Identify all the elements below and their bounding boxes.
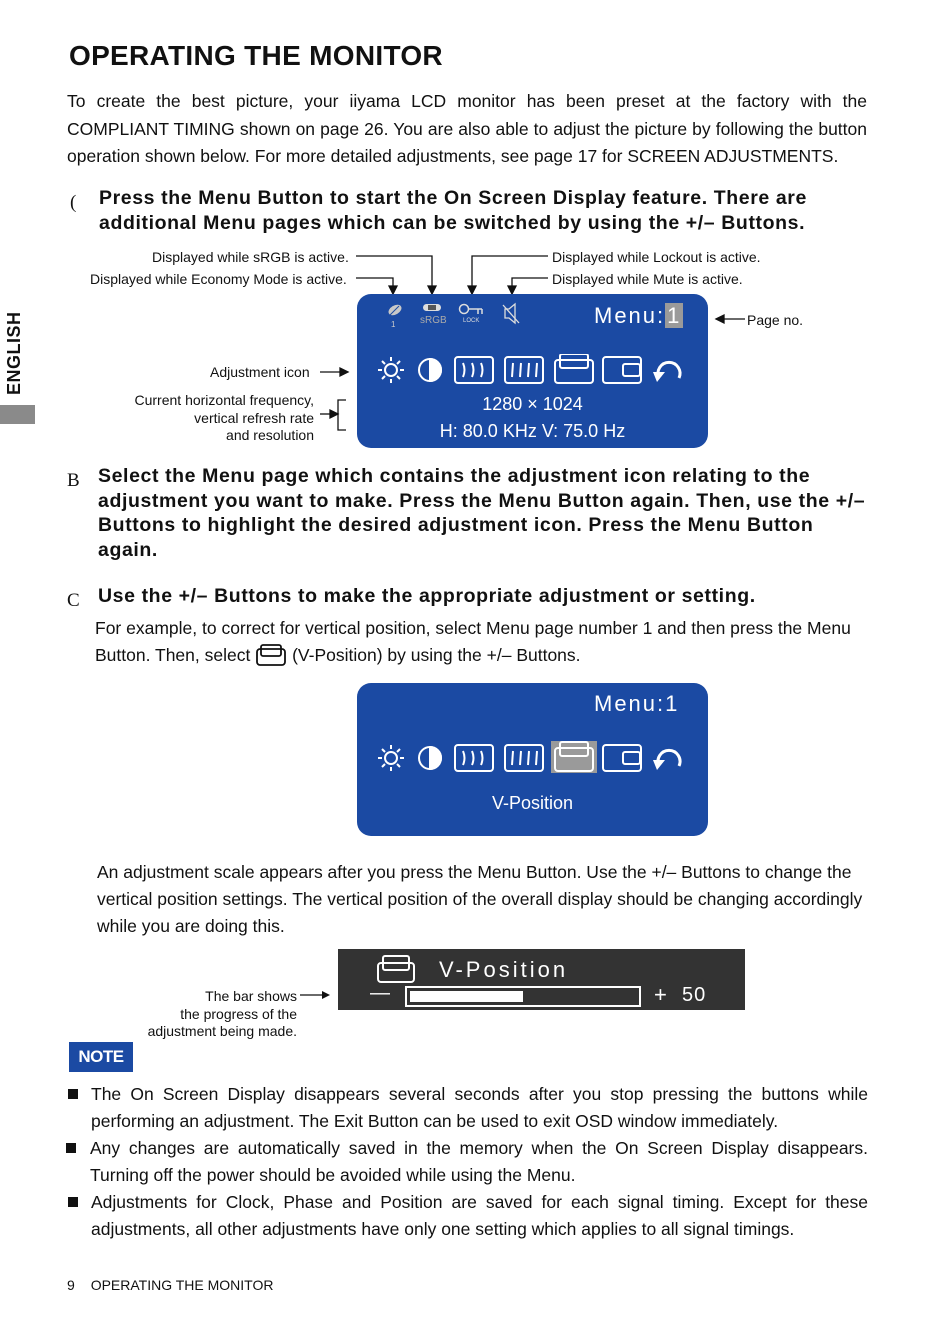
scale-paragraph: An adjustment scale appears after you press the Menu Button. Use the +/– Buttons to change the vertical position settings. The vertical position of the overall display should be changing accordingly while you are doing this. — [97, 862, 863, 936]
step-3-marker: C — [67, 590, 80, 611]
callout-economy: Displayed while Economy Mode is active. — [90, 271, 347, 287]
osd2-menu-label: Menu:1 — [594, 691, 680, 716]
srgb-badge: sRGB — [420, 315, 447, 326]
osd-main-menu — [357, 294, 708, 448]
note-bullet-1 — [68, 1089, 78, 1099]
mute-speaker-icon — [503, 304, 519, 323]
step-1-text: Press the Menu Button to start the On Screen Display feature. There are additional Menu pages which can be switched by using the +/– Buttons. — [99, 187, 807, 234]
note-item-3: Adjustments for Clock, Phase and Position are saved for each signal timing. Except for these adjustments, all other adjustments have only one setting which applies to all signal timings. — [91, 1192, 868, 1239]
brightness-icon — [378, 745, 404, 771]
example-text-after: (V-Position) by using the +/– Buttons. — [292, 645, 581, 665]
osd2-adjustment-icons-row — [375, 741, 695, 775]
lock-badge: LOCK — [463, 318, 480, 324]
example-paragraph — [95, 615, 870, 669]
return-icon — [653, 750, 680, 770]
callout-frequency-line3: and resolution — [226, 427, 314, 443]
callout-adjustment-icon: Adjustment icon — [210, 364, 310, 380]
status-icons — [381, 302, 531, 330]
osd-resolution: 1280 × 1024 — [482, 394, 583, 414]
osd-frequency: H: 80.0 KHz V: 75.0 Hz — [439, 421, 626, 441]
osd2-selected-label: V-Position — [491, 793, 574, 813]
phase-icon — [505, 745, 543, 771]
v-position-icon — [555, 354, 593, 383]
economy-leaf-icon — [387, 303, 404, 318]
scale-plus: + — [654, 982, 667, 1007]
callout-frequency-line2: vertical refresh rate — [194, 409, 314, 426]
v-position-inline-icon — [255, 644, 287, 666]
callout-frequency-line1: Current horizontal frequency, — [134, 392, 314, 408]
scale-label: V-Position — [439, 957, 569, 982]
return-icon — [653, 362, 680, 382]
sidebar-language-label: ENGLISH — [4, 311, 24, 395]
lock-icon — [460, 305, 483, 315]
example-text-before: For example, to correct for vertical position, select Menu page number 1 and then press the Menu Button. Then, select — [95, 618, 851, 665]
footer-page-number: 9 — [67, 1277, 75, 1293]
osd-menu-text: Menu: — [594, 303, 666, 328]
contrast-icon — [419, 359, 441, 381]
step-3-text: Use the +/– Buttons to make the appropriate adjustment or setting. — [98, 585, 756, 607]
h-position-icon — [603, 357, 641, 383]
bar-caption-line2: the progress of the — [180, 1005, 297, 1022]
note-item-2: Any changes are automatically saved in the memory when the On Screen Display disappears. Turning off the power should be avoided while using the Menu. — [90, 1138, 868, 1185]
v-position-scale-icon — [376, 954, 418, 984]
page-footer — [67, 1277, 273, 1293]
adjustment-icons-row — [375, 354, 695, 386]
contrast-icon — [419, 747, 441, 769]
bar-caption-arrow — [298, 988, 334, 1002]
intro-paragraph: To create the best picture, your iiyama LCD monitor has been preset at the factory with the COMPLIANT TIMING shown on page 26. You are also able to adjust the picture by following the button operation shown below. For more detailed adjustments, see page 17 for SCREEN ADJUSTMENTS. — [67, 91, 867, 166]
note-badge: NOTE — [69, 1042, 133, 1072]
bar-caption — [140, 988, 297, 1041]
footer-section: OPERATING THE MONITOR — [90, 1277, 274, 1293]
callout-page-no: Page no. — [747, 312, 804, 328]
note-bullet-3 — [68, 1197, 78, 1207]
osd-page-number: 1 — [667, 303, 682, 328]
adjustment-scale — [338, 949, 745, 1010]
osd-menu-label — [594, 303, 683, 329]
callout-mute: Displayed while Mute is active. — [552, 271, 743, 287]
clock-icon — [455, 745, 493, 771]
srgb-icon — [423, 304, 441, 311]
brightness-icon — [378, 357, 404, 383]
phase-icon — [505, 357, 543, 383]
bar-caption-line1: The bar shows — [205, 988, 297, 1004]
callout-lockout: Displayed while Lockout is active. — [552, 249, 761, 265]
h-position-icon — [603, 745, 641, 771]
clock-icon — [455, 357, 493, 383]
bar-caption-line3: adjustment being made. — [147, 1023, 297, 1039]
page-title: OPERATING THE MONITOR — [69, 40, 443, 71]
scale-fill — [410, 991, 523, 1002]
callout-srgb: Displayed while sRGB is active. — [152, 249, 349, 265]
step-2-text: Select the Menu page which contains the adjustment icon relating to the adjustment you want to make. Press the Menu Button again. Then, use the +/– Buttons to highlight the desired adjustment icon. Press the Menu Button again. — [98, 465, 866, 561]
step-2-marker: B — [67, 470, 80, 491]
scale-minus: — — [370, 982, 390, 1004]
scale-value: 50 — [682, 984, 707, 1006]
osd-vposition-menu — [357, 683, 708, 836]
step-1-marker: ( — [70, 192, 77, 213]
economy-badge: 1 — [391, 320, 396, 329]
scale-track — [405, 986, 641, 1007]
note-bullet-2 — [66, 1143, 76, 1153]
note-item-1: The On Screen Display disappears several seconds after you stop pressing the buttons while performing an adjustment. The Exit Button can be used to exit OSD window immediately. — [91, 1084, 868, 1131]
